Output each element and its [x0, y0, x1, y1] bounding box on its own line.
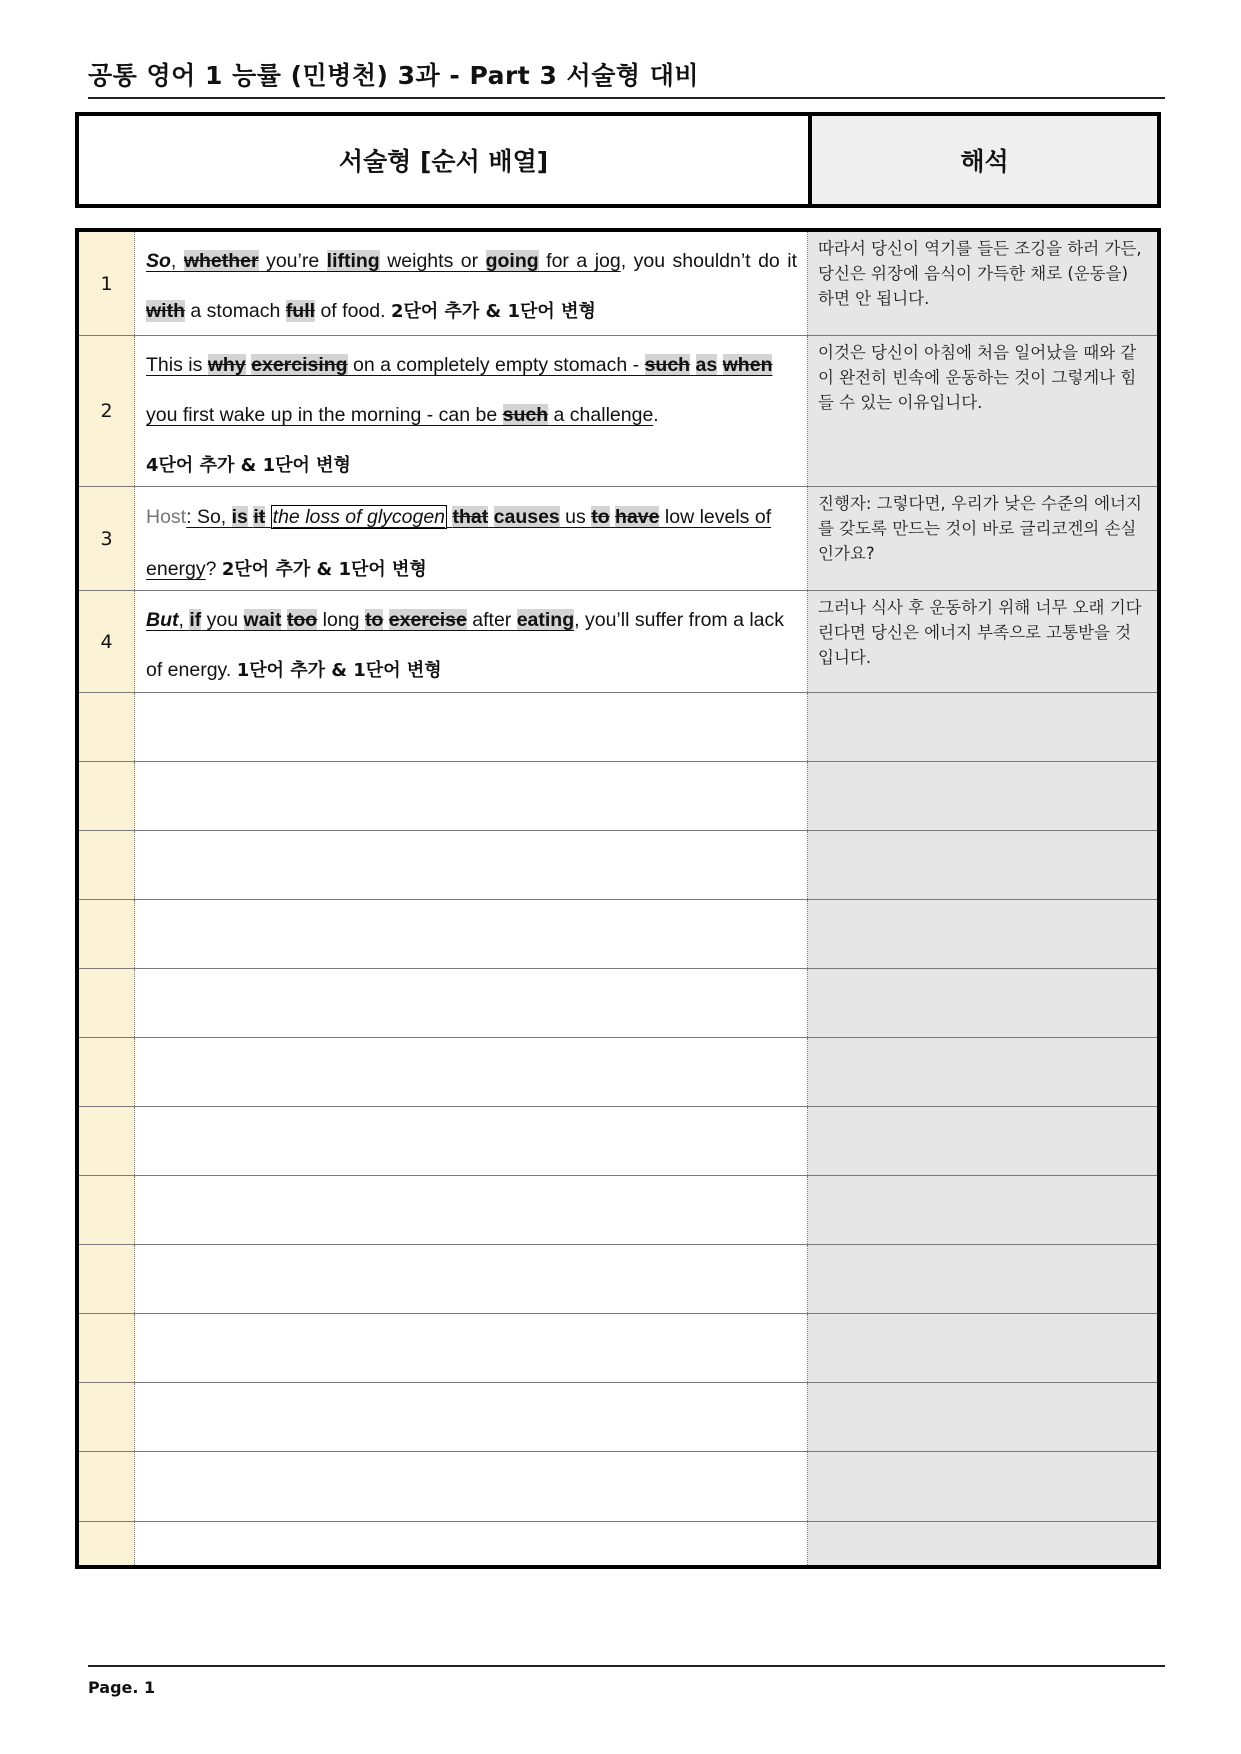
- question-sentence: This is why exercising on a completely empty stomach - such as when you first wake up in the morning - can be such a challenge. 4단어 추가 & 1단어 변형: [135, 336, 808, 486]
- item-number: [79, 1522, 135, 1565]
- translation-cell: [808, 1107, 1157, 1175]
- question-cell: [135, 900, 808, 968]
- empty-row: [79, 1522, 1157, 1565]
- question-cell: [135, 1452, 808, 1521]
- translation-cell: [808, 831, 1157, 899]
- title-divider: [88, 97, 1165, 99]
- footer-divider: [88, 1665, 1165, 1667]
- question-sentence: Host: So, is it the loss of glycogen that causes us to have low levels of energy? 2단어 추가 & 1단어 변형: [135, 487, 808, 590]
- empty-row: [79, 1314, 1157, 1383]
- translation-cell: [808, 900, 1157, 968]
- empty-row: [79, 693, 1157, 762]
- table-row-2: [79, 336, 1157, 487]
- translation-cell: [808, 1452, 1157, 1521]
- question-cell: [135, 1107, 808, 1175]
- item-number: [79, 1176, 135, 1244]
- item-number: [79, 900, 135, 968]
- item-number: 2: [79, 336, 135, 486]
- question-cell: [135, 1314, 808, 1382]
- translation-cell: [808, 1314, 1157, 1382]
- item-number: [79, 762, 135, 830]
- item-number: [79, 1383, 135, 1451]
- item-number: [79, 1107, 135, 1175]
- empty-row: [79, 900, 1157, 969]
- table-row-1: [79, 232, 1157, 336]
- translation-cell: [808, 693, 1157, 761]
- item-number: [79, 1038, 135, 1106]
- question-cell: [135, 1176, 808, 1244]
- question-cell: [135, 762, 808, 830]
- question-cell: [135, 969, 808, 1037]
- worksheet-table: [75, 228, 1161, 1569]
- condition-label: 4단어 추가 & 1단어 변형: [146, 455, 351, 476]
- question-sentence: But, if you wait too long to exercise after eating, you’ll suffer from a lack of energy. 1단어 추가 & 1단어 변형: [135, 591, 808, 692]
- translation-cell: [808, 1383, 1157, 1451]
- empty-row: [79, 762, 1157, 831]
- question-sentence: So, whether you’re lifting weights or going for a jog, you shouldn’t do it with a stomach full of food. 2단어 추가 & 1단어 변형: [135, 232, 808, 335]
- item-number: [79, 693, 135, 761]
- item-number: 4: [79, 591, 135, 692]
- item-number: [79, 831, 135, 899]
- translation-text: 이것은 당신이 아침에 처음 일어났을 때와 같이 완전히 빈속에 운동하는 것이 그렇게나 힘들 수 있는 이유입니다.: [808, 336, 1157, 486]
- empty-row: [79, 1038, 1157, 1107]
- question-cell: [135, 1245, 808, 1313]
- page-number: Page. 1: [88, 1678, 156, 1697]
- translation-cell: [808, 1522, 1157, 1565]
- empty-row: [79, 831, 1157, 900]
- item-number: [79, 1245, 135, 1313]
- empty-row: [79, 969, 1157, 1038]
- item-number: [79, 1314, 135, 1382]
- translation-cell: [808, 1245, 1157, 1313]
- question-cell: [135, 831, 808, 899]
- question-cell: [135, 1038, 808, 1106]
- empty-row: [79, 1452, 1157, 1522]
- item-number: [79, 1452, 135, 1521]
- document-title: 공통 영어 1 능률 (민병천) 3과 - Part 3 서술형 대비: [88, 61, 700, 90]
- translation-cell: [808, 969, 1157, 1037]
- item-number: 3: [79, 487, 135, 590]
- empty-row: [79, 1107, 1157, 1176]
- question-cell: [135, 1522, 808, 1565]
- question-cell: [135, 693, 808, 761]
- empty-row: [79, 1383, 1157, 1452]
- translation-cell: [808, 762, 1157, 830]
- condition-label: 2단어 추가 & 1단어 변형: [221, 559, 427, 580]
- condition-label: 2단어 추가 & 1단어 변형: [390, 301, 596, 322]
- empty-row: [79, 1176, 1157, 1245]
- table-row-3: [79, 487, 1157, 591]
- translation-text: 그러나 식사 후 운동하기 위해 너무 오래 기다린다면 당신은 에너지 부족으로 고통받을 것입니다.: [808, 591, 1157, 692]
- translation-cell: [808, 1176, 1157, 1244]
- header-table: [75, 112, 1161, 208]
- question-cell: [135, 1383, 808, 1451]
- translation-text: 따라서 당신이 역기를 들든 조깅을 하러 가든, 당신은 위장에 음식이 가득한 채로 (운동을) 하면 안 됩니다.: [808, 232, 1157, 335]
- table-row-4: [79, 591, 1157, 693]
- translation-cell: [808, 1038, 1157, 1106]
- condition-label: 1단어 추가 & 1단어 변형: [236, 660, 442, 681]
- empty-row: [79, 1245, 1157, 1314]
- header-translation-column: 해석: [812, 116, 1157, 204]
- item-number: [79, 969, 135, 1037]
- translation-text: 진행자: 그렇다면, 우리가 낮은 수준의 에너지를 갖도록 만드는 것이 바로 글리코겐의 손실인가요?: [808, 487, 1157, 590]
- item-number: 1: [79, 232, 135, 335]
- header-question-column: 서술형 [순서 배열]: [79, 116, 812, 204]
